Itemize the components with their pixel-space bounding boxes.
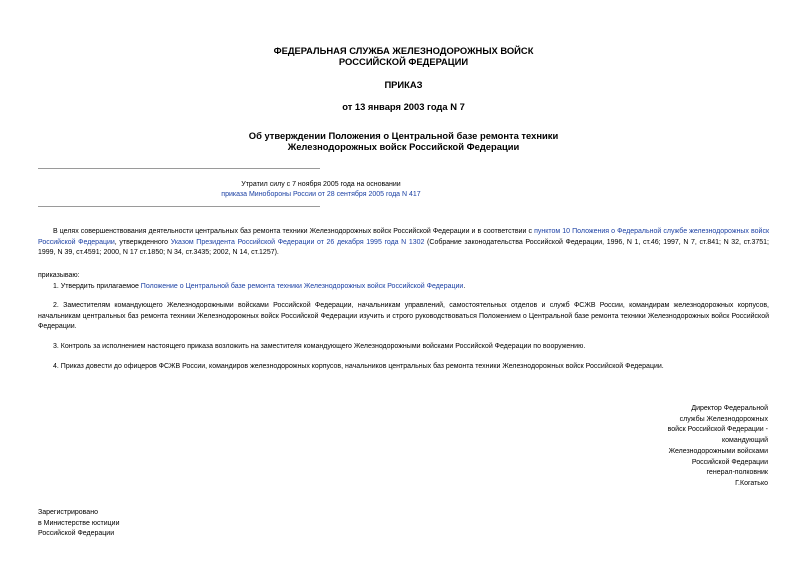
signature-line: службы Железнодорожных (679, 415, 768, 423)
registration-block (38, 508, 238, 540)
status-note-text: Утратил силу с 7 ноября 2005 года на основании (241, 181, 401, 188)
registration-line: в Министерстве юстиции (38, 519, 120, 527)
status-note (38, 180, 604, 200)
item-2: 2. Заместителям командующего Железнодорожными войсками Российской Федерации, начальникам управлений, самостоятельных отделов и служб ФСЖВ России, командирам железнодорожных корпусов, начальникам центральных баз ремонта техники Железнодорожных войск Российской Федерации изучить и строго руководствоваться Положением о Центральной базе ремонта техники Железнодорожных войск Российской Федерации. (38, 302, 769, 331)
item-1-end: . (463, 283, 466, 290)
preamble-link-regulation[interactable]: пунктом 10 Положения о Федеральной службе железнодорожных войск Российской Федерации (38, 228, 770, 246)
item-1 (38, 282, 769, 293)
preamble-text-1: В целях совершенствования деятельности центральных баз ремонта техники Железнодорожных войск Российской Федерации и в соответствии с (53, 228, 535, 235)
preamble-text-2: , утвержденного (114, 238, 171, 246)
signature-line: командующий (721, 437, 768, 445)
divider-bottom (38, 206, 320, 207)
signature-line: Директор Федеральной (691, 405, 768, 412)
document-date: от 13 января 2003 года N 7 (342, 101, 465, 112)
status-note-link[interactable]: приказа Минобороны России от 28 сентября 2005 года N 417 (221, 191, 421, 198)
signature-name: Г.Когатько (735, 479, 768, 487)
preamble-text-3: (Собрание законодательства Российской Федерации, 1996, N 1, ст.46; 1997, N 7, ст.841; N 32, ст.3751; 1999, N 39, ст.4591; 2000, N 17 ст.1850; N 34, ст.3435; 2002, N 14, ст.1257). (38, 238, 769, 257)
signature-line: войск Российской Федерации - (667, 426, 768, 434)
order-word: приказываю: (38, 272, 80, 279)
item-1-text: 1. Утвердить прилагаемое (53, 283, 141, 290)
document-title-line-1: Об утверждении Положения о Центральной базе ремонта техники (248, 130, 559, 141)
item-4: 4. Приказ довести до офицеров ФСЖВ России, командиров железнодорожных корпусов, начальников центральных баз ремонта техники Железнодорожных войск Российской Федерации. (53, 363, 664, 370)
document-type: ПРИКАЗ (384, 79, 423, 90)
signature-line: Железнодорожными войсками (668, 447, 768, 455)
preamble-paragraph (38, 227, 769, 259)
org-name-line-2: РОССИЙСКОЙ ФЕДЕРАЦИИ (338, 56, 469, 67)
item-1-link[interactable]: Положение о Центральной базе ремонта техники Железнодорожных войск Российской Федерации (140, 283, 464, 290)
org-name-line-1: ФЕДЕРАЛЬНАЯ СЛУЖБА ЖЕЛЕЗНОДОРОЖНЫХ ВОЙСК (273, 45, 534, 56)
signature-line: генерал-полковник (706, 469, 768, 477)
signature-block (610, 404, 768, 490)
registration-line: Зарегистрировано (38, 509, 98, 516)
document-title-line-2: Железнодорожных войск Российской Федерации (287, 141, 520, 152)
registration-line: Российской Федерации (38, 530, 115, 538)
preamble-link-decree[interactable]: Указом Президента Российской Федерации от 26 декабря 1995 года N 1302 (170, 238, 425, 246)
item-3: 3. Контроль за исполнением настоящего приказа возложить на заместителя командующего Железнодорожными войсками Российской Федерации по вооружению. (53, 343, 586, 350)
signature-line: Российской Федерации (691, 458, 768, 466)
divider-top (38, 168, 320, 169)
